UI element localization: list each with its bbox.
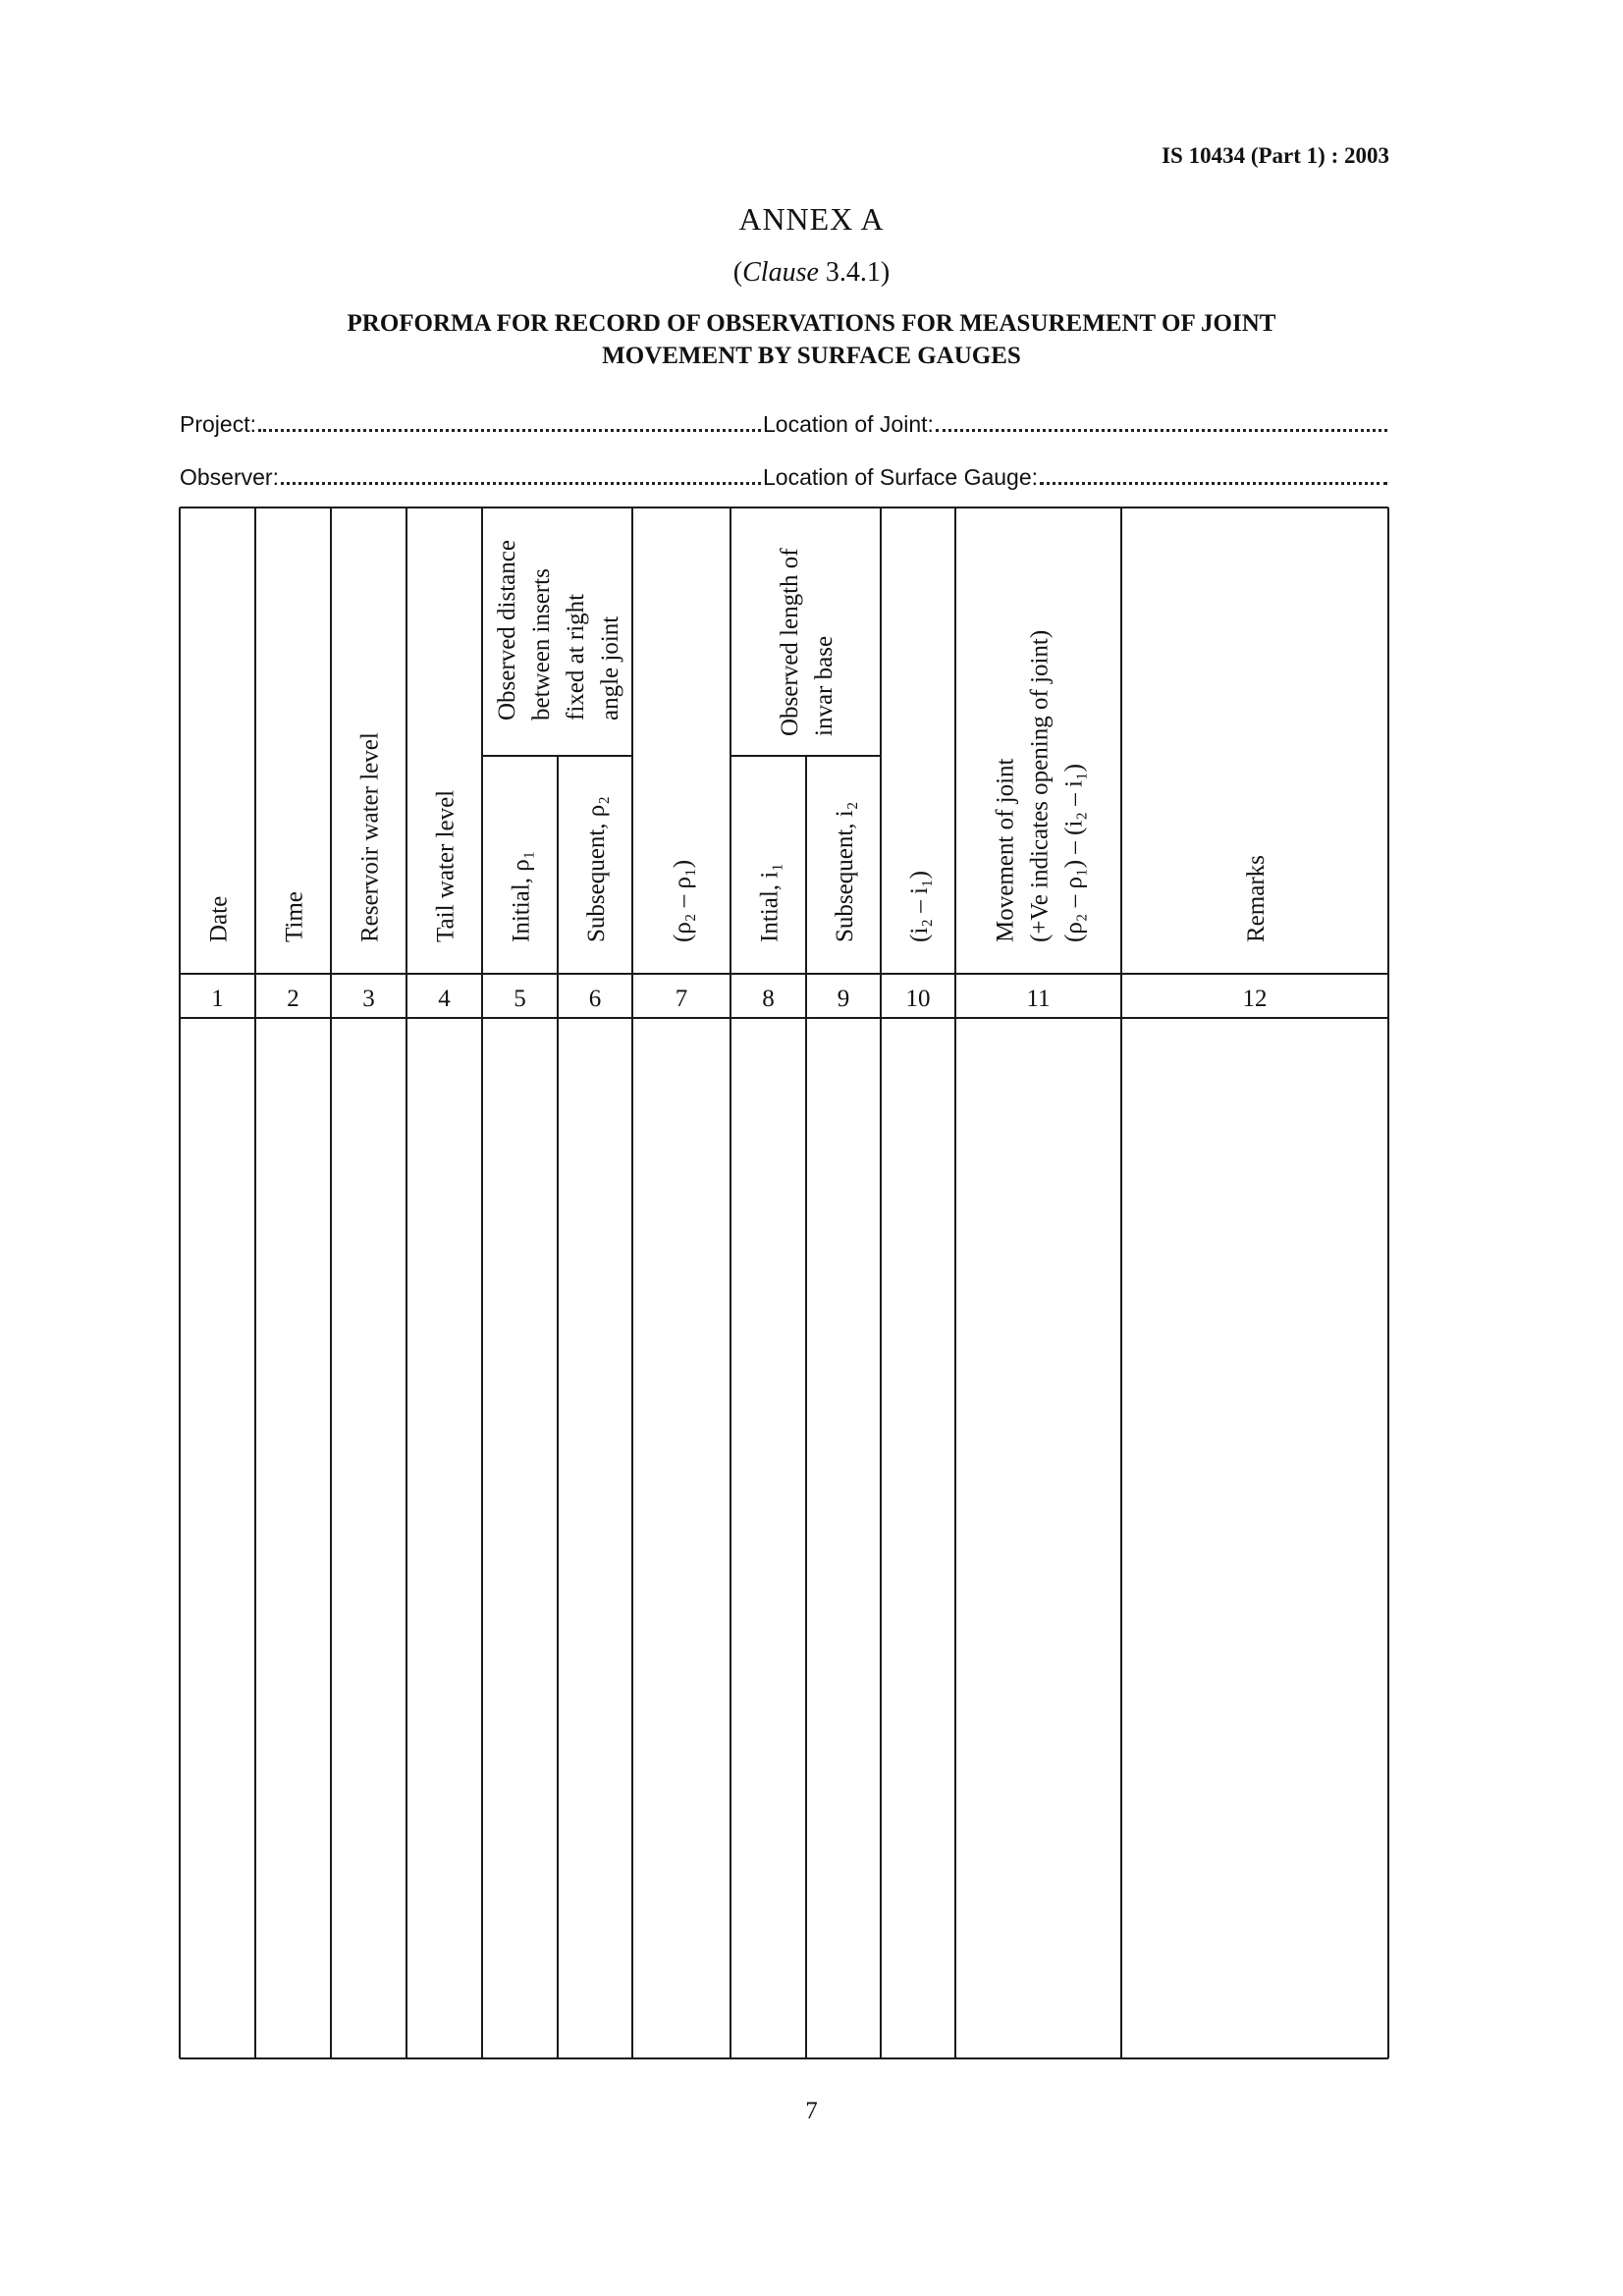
observed-distance-group-header-line-3: fixed at right	[563, 593, 589, 721]
column-header-1-line-1: Date	[205, 895, 233, 942]
column-header-4-line-1: Tail water level	[432, 789, 460, 942]
column-header-3	[357, 732, 384, 942]
column-header-1	[206, 896, 233, 942]
column-header-2-line-1: Time	[281, 891, 308, 942]
column-number-5: 5	[514, 986, 526, 1012]
annex-title: ANNEX A	[738, 201, 885, 237]
column-number-8: 8	[762, 986, 775, 1012]
observed-distance-group-header-line-2: between inserts	[528, 568, 555, 721]
observer-label: Observer:	[180, 464, 279, 490]
column-header-11-line-2: (+Ve indicates opening of joint)	[1026, 629, 1054, 942]
observed-length-group-header-line-2: invar base	[811, 635, 838, 736]
column-header-11-line-1: Movement of joint	[992, 758, 1019, 942]
column-number-3: 3	[362, 986, 375, 1012]
column-header-5-line-1: Initial, ρ₁	[508, 850, 535, 942]
column-number-6: 6	[588, 986, 602, 1012]
standard-number: IS 10434 (Part 1) : 2003	[1162, 143, 1389, 168]
column-header-8	[757, 863, 784, 942]
column-header-9-line-1: Subsequent, i₂	[832, 801, 858, 942]
location-of-joint-label: Location of Joint:	[763, 411, 934, 437]
clause-word: Clause	[742, 257, 819, 288]
column-number-11: 11	[1026, 986, 1051, 1012]
form-title-line-2: MOVEMENT BY SURFACE GAUGES	[602, 343, 1021, 369]
column-number-10: 10	[905, 986, 931, 1012]
column-header-11-line-3: (ρ₂ – ρ₁) – (i₂ – i₁)	[1060, 763, 1088, 942]
column-header-6-line-1: Subsequent, ρ₂	[583, 796, 610, 942]
column-header-7	[670, 860, 696, 942]
column-header-2	[282, 891, 308, 942]
observed-distance-group-header-line-1: Observed distance	[494, 540, 520, 721]
project-label: Project:	[180, 411, 256, 437]
form-title-line-1: PROFORMA FOR RECORD OF OBSERVATIONS FOR MEASUREMENT OF JOINT	[347, 310, 1276, 337]
column-header-9	[832, 802, 858, 942]
column-number-9: 9	[837, 986, 850, 1012]
column-number-1: 1	[211, 986, 224, 1012]
column-header-7-line-1: (ρ₂ – ρ₁)	[670, 859, 696, 942]
column-header-5	[509, 851, 535, 942]
column-header-4	[433, 790, 460, 942]
column-header-10	[906, 871, 933, 942]
column-number-2: 2	[287, 986, 299, 1012]
observed-distance-group-header	[494, 540, 623, 721]
location-of-surface-gauge-label: Location of Surface Gauge:	[763, 464, 1039, 490]
column-number-12: 12	[1242, 986, 1268, 1012]
column-header-10-line-1: (i₂ – i₁)	[906, 871, 933, 942]
observed-length-group-header	[777, 548, 838, 736]
column-number-4: 4	[438, 986, 451, 1012]
column-header-11	[993, 630, 1088, 942]
column-number-7: 7	[675, 986, 688, 1012]
clause-number: 3.4.1	[825, 257, 881, 288]
page-number: 7	[805, 2098, 818, 2124]
clause-reference: (Clause 3.4.1)	[732, 257, 891, 288]
observed-distance-group-header-line-4: angle joint	[597, 615, 623, 721]
column-header-12-line-1: Remarks	[1243, 855, 1270, 942]
column-header-3-line-1: Reservoir water level	[356, 732, 384, 942]
column-header-6	[583, 796, 610, 942]
column-header-12	[1243, 855, 1270, 942]
observed-length-group-header-line-1: Observed length of	[777, 548, 803, 736]
column-header-8-line-1: Intial, i₁	[756, 863, 784, 942]
